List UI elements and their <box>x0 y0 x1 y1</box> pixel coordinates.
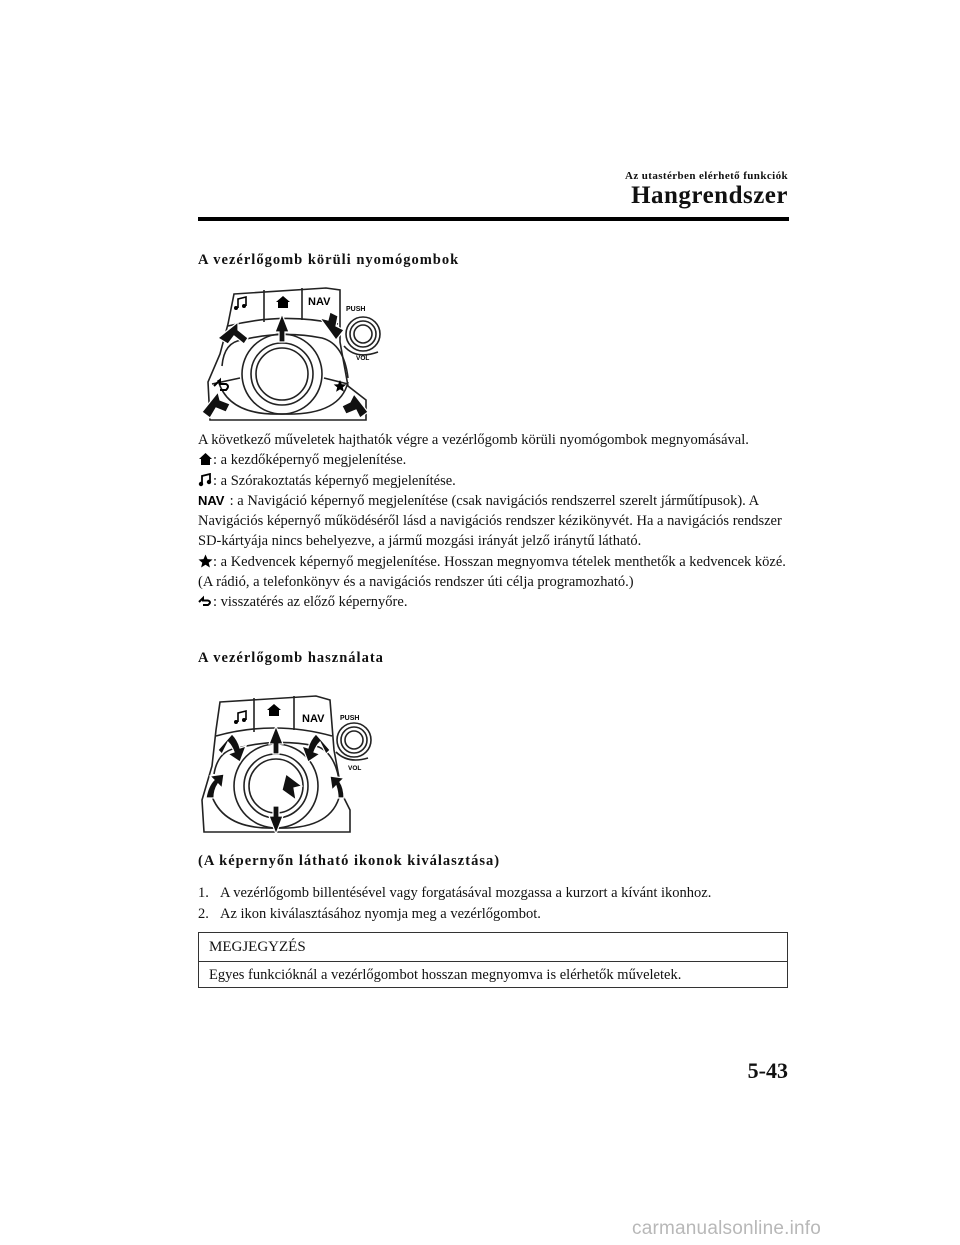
nav-label: NAV <box>302 713 325 725</box>
section-label: Az utastérben elérhető funkciók <box>624 170 788 182</box>
item-text: : visszatérés az előző képernyőre. <box>213 594 408 611</box>
header-rule <box>198 217 789 221</box>
music-icon <box>234 711 246 724</box>
home-icon <box>198 452 213 466</box>
item-text: : a Kedvencek képernyő megjelenítése. Hosszan megnyomva tételek menthetők a kedvencek közé. (A rádió, a telefonkönyv és a navigációs rendszer úti célja programozható.) <box>198 553 786 591</box>
nav-label: NAV <box>308 296 331 308</box>
watermark: carmanualsonline.info <box>632 1218 822 1239</box>
list-item-favourites <box>198 552 798 593</box>
step-text: Az ikon kiválasztásához nyomja meg a vezérlőgombot. <box>220 905 541 922</box>
music-icon <box>234 297 246 310</box>
push-label: PUSH <box>340 715 360 722</box>
svg-text:NAV: NAV <box>198 492 225 507</box>
nav-icon <box>198 493 226 507</box>
steps-list <box>198 883 798 924</box>
note-box <box>198 932 788 988</box>
instructions-text <box>198 430 798 613</box>
note-title: MEGJEGYZÉS <box>199 933 787 962</box>
item-text: : a Navigáció képernyő megjelenítése (csak navigációs rendszerrel szerelt járműtípusok). A Navigációs képernyő működéséről lásd a navigációs rendszer kézikönyvét. Ha a navigációs rendszer SD-kártyája nincs behelyezve, a jármű mozgási irányát jelző iránytű látható. <box>198 492 782 550</box>
commander-knob-figure <box>198 690 388 840</box>
list-item-home <box>198 450 798 470</box>
commander-buttons-figure <box>198 282 388 426</box>
home-icon <box>267 704 281 716</box>
star-icon <box>198 554 213 568</box>
note-text: Egyes funkcióknál a vezérlőgombot hosszan megnyomva is elérhetők műveletek. <box>209 967 682 983</box>
intro-text: A következő műveletek hajthatók végre a vezérlőgomb körüli nyomógombok megnyomásával. <box>198 432 749 448</box>
item-text: : a kezdőképernyő megjelenítése. <box>213 452 407 469</box>
step-number: 1. <box>198 885 209 901</box>
music-icon <box>198 473 213 487</box>
list-item <box>198 883 798 904</box>
back-icon <box>198 594 213 608</box>
step-text: A vezérlőgomb billentésével vagy forgatásával mozgassa a kurzort a kívánt ikonhoz. <box>220 885 712 901</box>
home-icon <box>276 296 290 308</box>
push-label: PUSH <box>346 306 366 313</box>
page-number: 5-43 <box>747 1058 788 1083</box>
list-item <box>198 904 798 925</box>
vol-label: VOL <box>356 355 370 362</box>
item-text: : a Szórakoztatás képernyő megjelenítése. <box>213 472 456 489</box>
page-title: Hangrendszer <box>631 182 788 209</box>
list-item-music <box>198 471 798 491</box>
figure1-heading: A vezérlőgomb körüli nyomógombok <box>198 252 460 268</box>
figure2-heading: A vezérlőgomb használata <box>198 650 384 666</box>
list-item-nav <box>198 491 798 552</box>
vol-label: VOL <box>348 765 362 772</box>
step-number: 2. <box>198 905 209 922</box>
list-item-back <box>198 592 798 612</box>
select-heading: (A képernyőn látható ikonok kiválasztása) <box>198 853 501 869</box>
